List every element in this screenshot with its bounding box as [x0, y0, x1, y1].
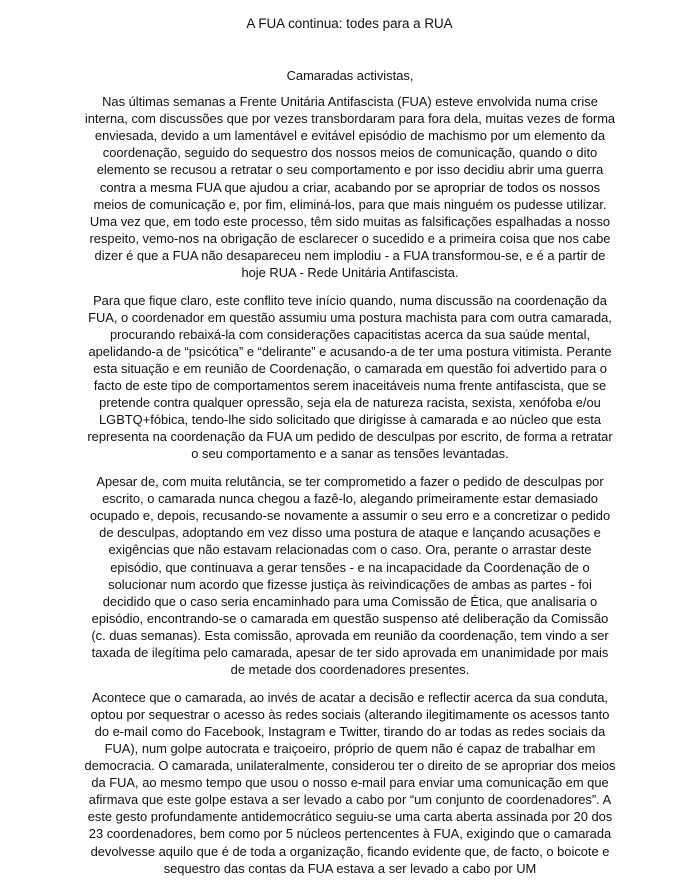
paragraph-1: Nas últimas semanas a Frente Unitária Antifascista (FUA) esteve envolvida numa crise interna, com discussões que por vezes transbordaram para fora dela, muitas vezes de forma enviesada, devido a um lamentável e evitável episódio de machismo por um elemento da coordenação, seguido do sequestro dos nossos meios de comunicação, quando o dito elemento se recusou a retratar o seu comportamento e por isso decidiu abrir uma guerra contra a mesma FUA que ajudou a criar, acabando por se apropriar de todos os nossos meios de comunicação e, por fim, eliminá-los, para que mais ninguém os pudesse utilizar. Uma vez que, em todo este processo, têm sido muitas as falsificações espalhadas a nosso respeito, vemo-nos na obrigação de esclarecer o sucedido e a primeira coisa que nos cabe dizer é que a FUA não desapareceu nem implodiu - a FUA transformou-se, e é a partir de hoje RUA - Rede Unitária Antifascista.	[84, 94, 616, 281]
salutation: Camaradas activistas,	[286, 68, 414, 83]
document-body	[84, 67, 616, 887]
paragraph-4: Acontece que o camarada, ao invés de acatar a decisão e reflectir acerca da sua conduta, optou por sequestrar o acesso às redes sociais (alterando ilegitimamente os acessos tanto do e-mail como do Facebook, Instagram e Twitter, tirando do ar todas as redes sociais da FUA), num golpe autocrata e traiçoeiro, próprio de quem não é capaz de trabalhar em democracia. O camarada, unilateralmente, considerou ter o direito de se apropriar dos meios da FUA, ao mesmo tempo que usou o nosso e-mail para enviar uma comunicação em que afirmava que este golpe estava a ser levado a cabo por “um conjunto de coordenadores”. A este gesto profundamente antidemocrático seguiu-se uma carta aberta assinada por 20 dos 23 coordenadores, bem como por 5 núcleos pertencentes à FUA, exigindo que o camarada devolvesse aquilo que é de toda a organização, ficando evidente que, de facto, o boicote e sequestro das contas da FUA estava a ser levado a cabo por UM	[84, 689, 616, 876]
document-title: A FUA continua: todes para a RUA	[246, 16, 453, 31]
paragraph-2: Para que fique claro, este conflito teve início quando, numa discussão na coordenação da FUA, o coordenador em questão assumiu uma postura machista para com outra camarada, procurando rebaixá-la com considerações capacitistas acerca da sua saúde mental, apelidando-a de “psicótica” e “delirante” e acusando-a de ter uma postura vitimista. Perante esta situação e em reunião de Coordenação, o camarada em questão foi advertido para o facto de este tipo de comportamentos serem inaceitáveis numa frente antifascista, que se pretende contra qualquer opressão, seja ela de natureza racista, sexista, xenófoba e/ou LGBTQ+fóbica, tendo-lhe sido solicitado que dirigisse à camarada e ao núcleo que esta representa na coordenação da FUA um pedido de desculpas por escrito, de forma a retratar o seu comportamento e a sanar as tensões levantadas.	[87, 292, 613, 462]
paragraph-3: Apesar de, com muita relutância, se ter comprometido a fazer o pedido de desculpas por escrito, o camarada nunca chegou a fazê-lo, alegando primeiramente estar demasiado ocupado e, depois, recusando-se novamente a assumir o seu erro e a concretizar o pedido de desculpas, adoptando em vez disso uma postura de ataque e lançando acusações e exigências que não estavam relacionadas com o caso. Ora, perante o arrastar deste episódio, que continuava a gerar tensões - e na incapacidade da Coordenação de o solucionar num acordo que fizesse justiça às reivindicações de ambas as partes - foi decidido que o caso seria encaminhado para uma Comissão de Ética, que analisaria o episódio, encontrando-se o camarada em questão suspenso até deliberação da Comissão (c. duas semanas). Esta comissão, aprovada em reunião da coordenação, tem vindo a ser taxada de ilegítima pelo camarada, apesar de ter sido aprovada em unanimidade por mais de metade dos coordenadores presentes.	[89, 474, 611, 678]
